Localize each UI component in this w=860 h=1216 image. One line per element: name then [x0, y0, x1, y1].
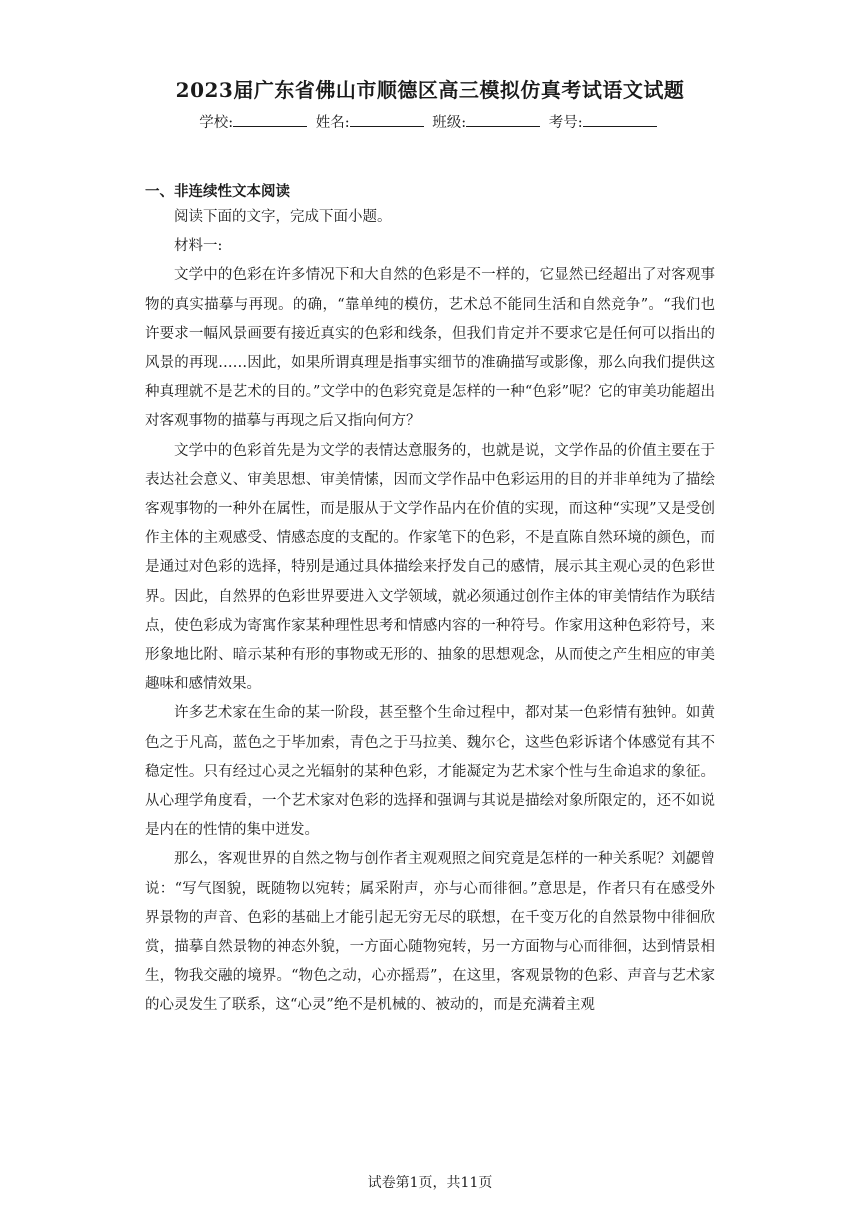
- material-label: 材料一:: [174, 238, 223, 255]
- name-blank: [350, 112, 424, 127]
- info-field-class: 班级:: [432, 115, 542, 131]
- paragraph: 那么，客观世界的自然之物与创作者主观观照之间究竟是怎样的一种关系呢？刘勰曾说：“写气图貌，既随物以宛转；属采附声，亦与心而徘徊。”意思是，作者只有在感受外界景物的声音、色彩的基础上才能引起无穷无尽的联想，在千变万化的自然景物中徘徊欣赏，描摹自然景物的神态外貌，一方面心随物宛转，另一方面物与心而徘徊，达到情景相生，物我交融的境界。“物色之动，心亦摇焉”，在这里，客观景物的色彩、声音与艺术家的心灵发生了联系，这“心灵”绝不是机械的、被动的，而是充满着主观: [145, 851, 715, 1014]
- instruction-text: 阅读下面的文字，完成下面小题。: [174, 209, 392, 225]
- info-field-name: 姓名:: [316, 115, 426, 131]
- page-footer: 试卷第1页，共11页: [367, 1175, 493, 1191]
- exam-title: 2023届广东省佛山市顺德区高三模拟仿真考试语文试题: [175, 78, 685, 102]
- paragraph: 文学中的色彩首先是为文学的表情达意服务的，也就是说，文学作品的价值主要在于表达社会意义、审美思想、审美情愫，因而文学作品中色彩运用的目的并非单纯为了描绘客观事物的一种外在属性，而是服从于文学作品内在价值的实现，而这种“实现”又是受创作主体的主观感受、情感态度的支配的。作家笔下的色彩，不是直陈自然环境的颜色，而是通过对色彩的选择，特别是通过具体描绘来抒发自己的感情，展示其主观心灵的色彩世界。因此，自然界的色彩世界要进入文学领域，就必须通过创作主体的审美情结作为联结点，使色彩成为寄寓作家某种理性思考和情感内容的一种符号。作家用这种色彩符号，来形象地比附、暗示某种有形的事物或无形的、抽象的思想观念，从而使之产生相应的审美趣味和感情效果。: [145, 442, 715, 693]
- paragraph: 文学中的色彩在许多情况下和大自然的色彩是不一样的，它显然已经超出了对客观事物的真实描摹与再现。的确，“靠单纯的模仿，艺术总不能同生活和自然竞争”。“我们也许要求一幅风景画要有接近真实的色彩和线条，但我们肯定并不要求它是任何可以指出的风景的再现……因此，如果所谓真理是指事实细节的准确描写或影像，那么向我们提供这种真理就不是艺术的目的。”文学中的色彩究竟是怎样的一种“色彩”呢？它的审美功能超出对客观事物的描摹与再现之后又指向何方？: [145, 267, 715, 430]
- section-heading: 一、非连续性文本阅读: [145, 183, 290, 200]
- school-blank: [233, 112, 307, 127]
- exam-number-blank: [583, 112, 657, 127]
- reading-passage: [145, 203, 715, 1021]
- info-field-school: 学校:: [199, 115, 309, 131]
- class-blank: [466, 112, 540, 127]
- student-info-line: [0, 111, 860, 132]
- info-field-exam-number: 考号:: [549, 115, 659, 131]
- paragraph: 许多艺术家在生命的某一阶段，甚至整个生命过程中，都对某一色彩情有独钟。如黄色之于凡高，蓝色之于毕加索，青色之于马拉美、魏尔仑，这些色彩诉诸个体感觉有其不稳定性。只有经过心灵之光辐射的某种色彩，才能凝定为艺术家个性与生命追求的象征。从心理学角度看，一个艺术家对色彩的选择和强调与其说是描绘对象所限定的，还不如说是内在的性情的集中迸发。: [145, 705, 715, 839]
